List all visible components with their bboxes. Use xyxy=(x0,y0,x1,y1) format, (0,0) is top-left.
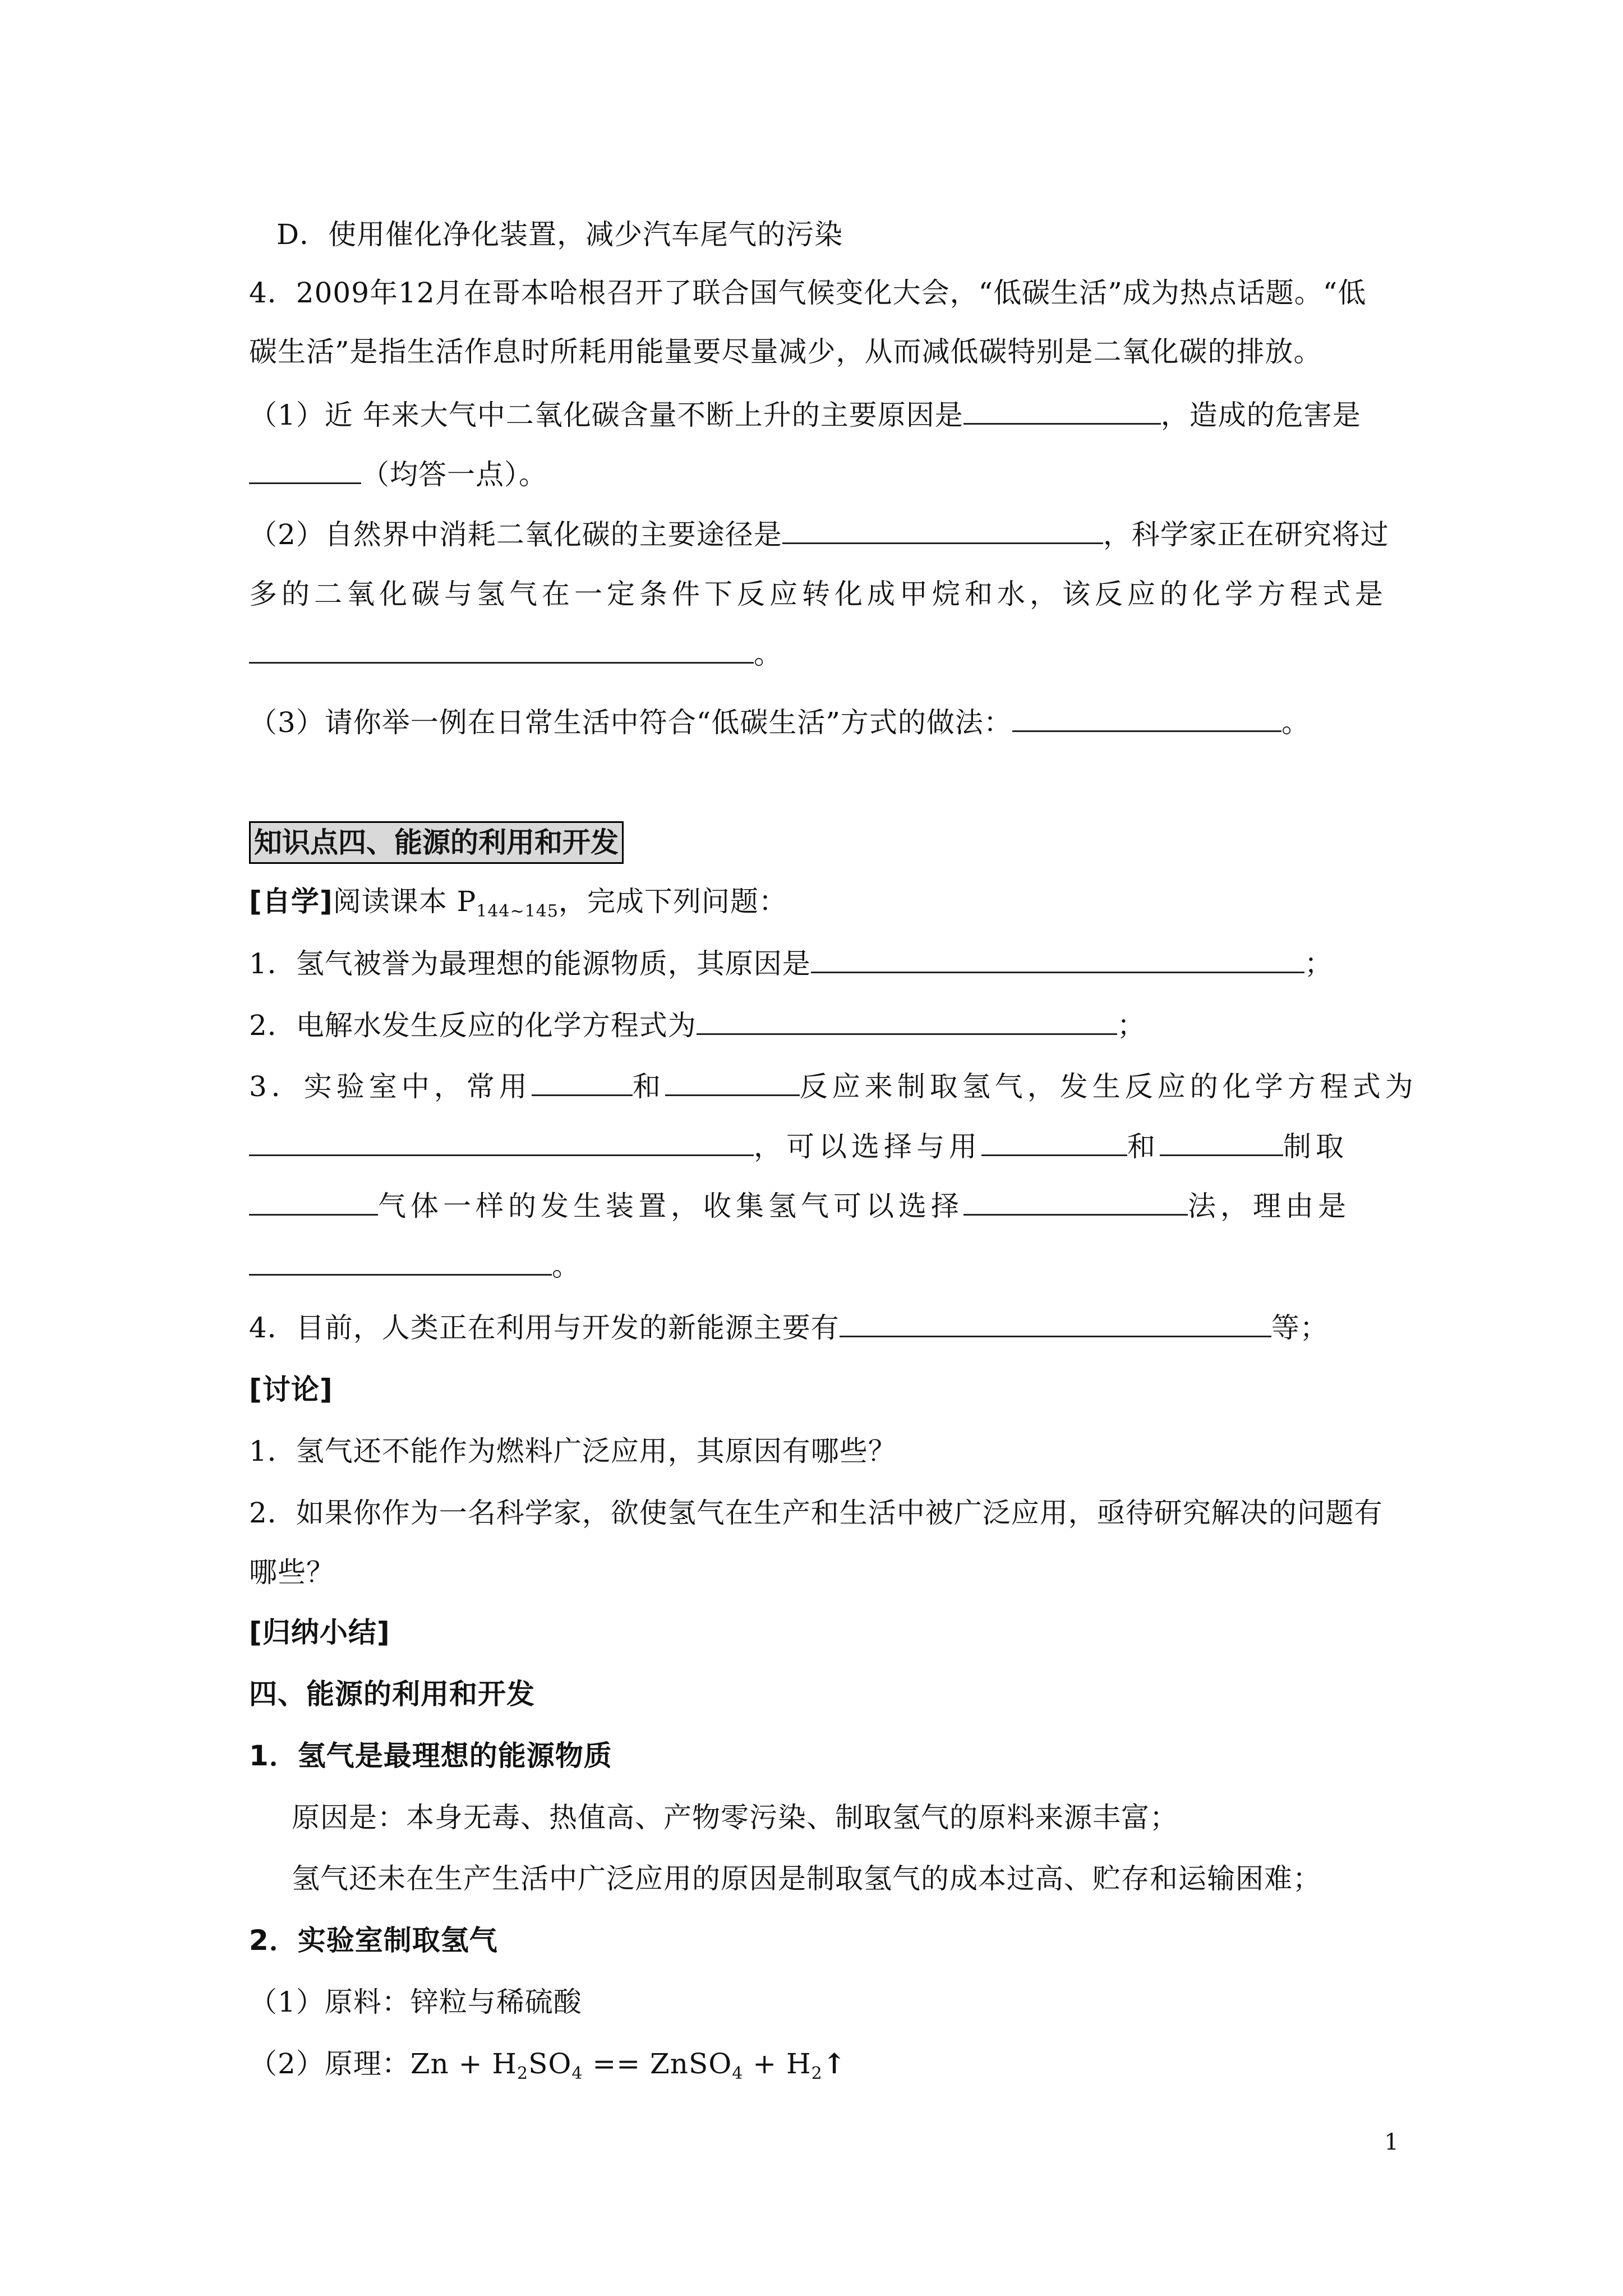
equation-text: （2）原理：Zn + H xyxy=(249,2047,518,2080)
summary-tag: [归纳小结] xyxy=(249,1616,390,1649)
question-text: 1．氢气被誉为最理想的能源物质，其原因是 xyxy=(249,947,811,980)
question-text: 。 xyxy=(552,1250,580,1282)
summary-raw-materials: （1）原料：锌粒与稀硫酸 xyxy=(249,1986,582,2018)
question-text: 气体一样的发生装置，收集氢气可以选择 xyxy=(378,1190,963,1222)
question-4-2-line1 xyxy=(249,518,1389,551)
question-text: ； xyxy=(1117,1009,1146,1042)
question-text: 3．实验室中，常用 xyxy=(249,1070,532,1103)
answer-blank[interactable] xyxy=(782,519,1103,544)
self-study-tag: [自学] xyxy=(249,885,333,918)
answer-blank[interactable] xyxy=(249,1190,378,1216)
study-question-4 xyxy=(249,1311,1329,1345)
page-range-end: 145 xyxy=(524,901,559,921)
question-text: （1）近 年来大气中二氧化碳含量不断上升的主要原因是 xyxy=(249,399,963,431)
question-text: 和 xyxy=(1127,1130,1160,1163)
study-question-3-line2 xyxy=(249,1130,1348,1163)
answer-blank[interactable] xyxy=(532,1071,633,1096)
question-text: ，可以选择与用 xyxy=(754,1130,981,1163)
answer-blank[interactable] xyxy=(1012,707,1281,732)
gas-arrow-icon: ↑ xyxy=(822,2047,847,2080)
answer-blank[interactable] xyxy=(963,1190,1188,1216)
section-title-box: 知识点四、能源的利用和开发 xyxy=(249,821,624,864)
self-study-text: 阅读课本 P xyxy=(333,885,477,918)
answer-blank[interactable] xyxy=(840,1312,1271,1337)
study-question-3-line3 xyxy=(249,1189,1350,1223)
study-question-1 xyxy=(249,947,1333,981)
question-text: 等； xyxy=(1271,1312,1329,1344)
answer-blank[interactable] xyxy=(697,1010,1117,1035)
equation-text: + H xyxy=(743,2047,811,2080)
equation-text: SO xyxy=(528,2047,572,2080)
answer-blank[interactable] xyxy=(811,948,1304,973)
answer-blank[interactable] xyxy=(249,638,754,664)
self-study-text: ，完成下列问题： xyxy=(558,885,787,918)
question-text: ； xyxy=(1304,947,1333,980)
discussion-question-1: 1．氢气还不能作为燃料广泛应用，其原因有哪些？ xyxy=(249,1435,897,1467)
summary-subheading-1: 1．氢气是最理想的能源物质 xyxy=(249,1740,612,1772)
answer-blank[interactable] xyxy=(963,399,1161,425)
answer-blank[interactable] xyxy=(1160,1131,1283,1156)
question-text: 反应来制取氢气，发生反应的化学方程式为 xyxy=(799,1070,1418,1103)
answer-blank[interactable] xyxy=(665,1071,800,1096)
study-question-2 xyxy=(249,1009,1146,1042)
question-text: 4．目前，人类正在利用与开发的新能源主要有 xyxy=(249,1312,840,1344)
equation-subscript: 4 xyxy=(571,2064,583,2083)
summary-paragraph-1: 原因是：本身无毒、热值高、产物零污染、制取氢气的原料来源丰富； xyxy=(292,1801,1178,1834)
summary-heading: 四、能源的利用和开发 xyxy=(249,1678,535,1710)
question-4-1-line2 xyxy=(249,458,547,491)
page-range-start: 144 xyxy=(476,901,510,921)
answer-blank[interactable] xyxy=(981,1131,1127,1156)
discussion-question-2-line1: 2．如果你作为一名科学家，欲使氢气在生产和生活中被广泛应用，亟待研究解决的问题有 xyxy=(249,1497,1383,1529)
question-text: 2．电解水发生反应的化学方程式为 xyxy=(249,1009,697,1042)
equation-subscript: 2 xyxy=(811,2064,823,2083)
question-text: 。 xyxy=(754,638,782,670)
equation-text: == ZnSO xyxy=(583,2047,732,2080)
study-question-3-line4 xyxy=(249,1249,580,1283)
question-4-2-line3 xyxy=(249,637,782,671)
question-text: ，造成的危害是 xyxy=(1160,399,1361,431)
question-4-2-line2: 多的二氧化碳与氢气在一定条件下反应转化成甲烷和水，该反应的化学方程式是 xyxy=(249,578,1387,610)
question-4-1-line1 xyxy=(249,398,1361,432)
equation-subscript: 2 xyxy=(517,2064,529,2083)
discussion-tag: [讨论] xyxy=(249,1373,333,1406)
answer-blank[interactable] xyxy=(249,1250,552,1276)
study-question-3-line1 xyxy=(249,1070,1418,1103)
question-text: （3）请你举一例在日常生活中符合“低碳生活”方式的做法： xyxy=(249,706,1012,739)
question-text: 法，理由是 xyxy=(1188,1190,1350,1222)
page-number: 1 xyxy=(1384,2129,1399,2155)
summary-paragraph-2: 氢气还未在生产生活中广泛应用的原因是制取氢气的成本过高、贮存和运输困难； xyxy=(292,1862,1321,1895)
answer-blank[interactable] xyxy=(249,459,361,484)
question-text: 。 xyxy=(1281,706,1310,739)
summary-reaction-equation xyxy=(249,2047,847,2081)
question-text: （2）自然界中消耗二氧化碳的主要途径是 xyxy=(249,518,782,551)
question-text: 制取 xyxy=(1283,1130,1348,1163)
discussion-question-2-line2: 哪些？ xyxy=(249,1556,335,1589)
summary-subheading-2: 2．实验室制取氢气 xyxy=(249,1924,498,1957)
question-option-d: D．使用催化净化装置，减少汽车尾气的污染 xyxy=(276,218,843,251)
self-study-line xyxy=(249,885,787,921)
question-text: 和 xyxy=(632,1070,665,1103)
equation-subscript: 4 xyxy=(732,2064,744,2083)
question-text: （均答一点）。 xyxy=(361,458,547,491)
question-4-3 xyxy=(249,706,1310,739)
answer-blank[interactable] xyxy=(249,1131,754,1156)
question-4-line2: 碳生活”是指生活作息时所耗用能量要尽量减少，从而减低碳特别是二氧化碳的排放。 xyxy=(249,335,1322,368)
question-text: ，科学家正在研究将过 xyxy=(1103,518,1389,551)
question-4-line1: 4．2009年12月在哥本哈根召开了联合国气候变化大会，“低碳生活”成为热点话题。“低 xyxy=(249,277,1367,309)
page-range-tilde: ~ xyxy=(510,901,525,921)
